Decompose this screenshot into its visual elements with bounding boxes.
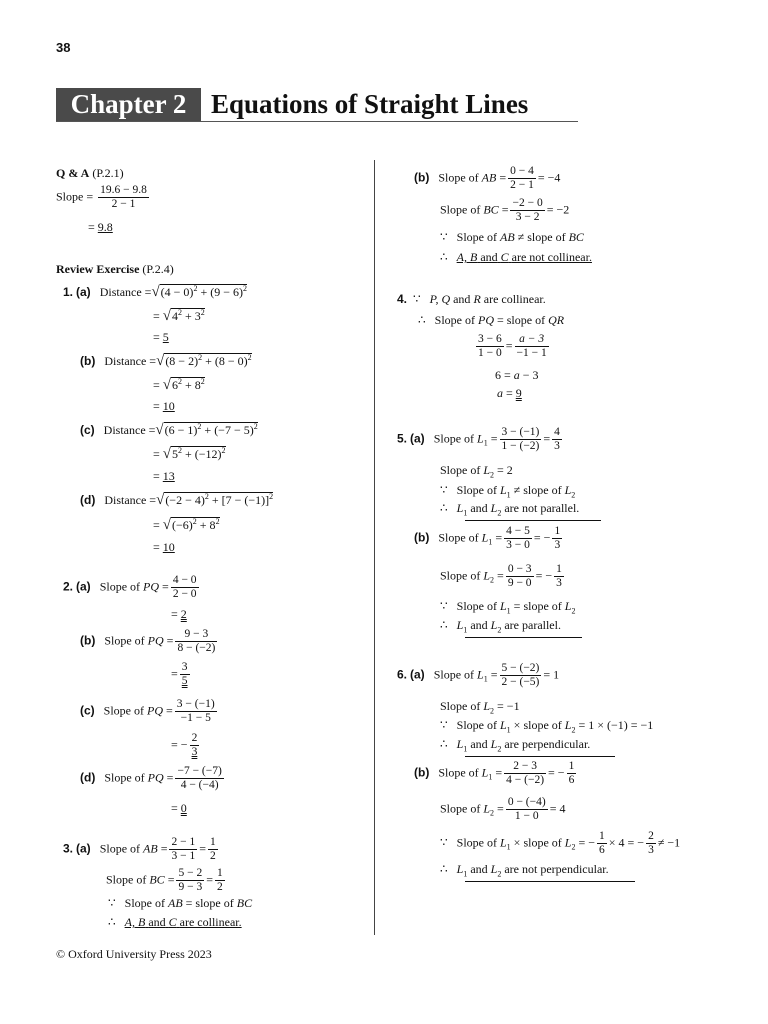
q5-b-conclusion: ∴ $L_1$ and $L_2$ are parallel. xyxy=(440,618,561,635)
q5-b: (b) Slope of $L_1$ = $\frac{4 - 5}{3 - 0}$ = − $\frac{1}{3}$ xyxy=(414,525,561,551)
q1-b: (b) Distance $=√(8 - 2)^2 + (8 - 0)^2$ xyxy=(80,353,252,369)
q4-given: 4. ∵ P, Q and R are collinear. xyxy=(397,292,546,306)
q1-a: 1. (a) Distance $=√(4 - 0)^2 + (9 - 6)^2$ xyxy=(63,284,247,300)
q4-step: 6 = a − 3 xyxy=(495,368,539,382)
q3-a-because: ∵ Slope of AB = slope of BC xyxy=(108,896,253,910)
review-heading: Review Exercise (P.2.4) xyxy=(56,262,174,276)
page-number: 38 xyxy=(56,40,71,55)
q3-b-bc: Slope of BC = $\frac{-2 - 0}{3 - 2}$ = −2 xyxy=(440,197,570,223)
q6-b-conclusion: ∴ $L_1$ and $L_2$ are not perpendicular. xyxy=(440,862,609,879)
q5-a-l2: Slope of $L_2 = 2$ xyxy=(440,463,513,480)
q6-b-l2: Slope of $L_2$ = $\frac{0 - (-4)}{1 - 0}$ = 4 xyxy=(440,796,566,822)
q1-c: (c) Distance $=√(6 - 1)^2 + (-7 - 5)^2$ xyxy=(80,422,258,438)
q5-a-underline xyxy=(465,520,601,521)
q5-a-conclusion: ∴ $L_1$ and $L_2$ are not parallel. xyxy=(440,501,580,518)
q6-b: (b) Slope of $L_1$ = $\frac{2 - 3}{4 - (-2)}$ = − $\frac{1}{6}$ xyxy=(414,760,575,786)
q5-b-because: ∵ Slope of $L_1$ = slope of $L_2$ xyxy=(440,599,576,616)
q2-b-result: = $\frac{3}{5}$ xyxy=(171,661,188,687)
q1-b-step: = $√6^2 + 8^2$ xyxy=(153,377,205,393)
column-divider xyxy=(374,160,375,935)
q5-b-underline xyxy=(465,637,582,638)
q1-d-step: = $√(-6)^2 + 8^2$ xyxy=(153,517,220,533)
q6-a: 6. (a) Slope of $L_1$ = $\frac{5 - (-2)}{2 - (-5)}$ = 1 xyxy=(397,662,560,688)
q3-a-bc: Slope of BC = $\frac{5 - 2}{9 - 3}$ = $\frac{1}{2}$ xyxy=(106,867,223,893)
q2-a-result: = 2 xyxy=(171,607,187,621)
q3-a: 3. (a) Slope of AB = $\frac{2 - 1}{3 - 1}$ = $\frac{1}{2}$ xyxy=(63,836,216,862)
qa-heading: Q & A (P.2.1) xyxy=(56,166,124,180)
copyright-footer: © Oxford University Press 2023 xyxy=(56,947,212,961)
q5-a-because: ∵ Slope of $L_1$ ≠ slope of $L_2$ xyxy=(440,483,576,500)
qa-result: = 9.8 xyxy=(88,220,113,234)
q6-a-l2: Slope of $L_2 = -1$ xyxy=(440,699,520,716)
q2-d: (d) Slope of PQ = $\frac{-7 - (-7)}{4 - (-4)}$ xyxy=(80,765,222,791)
chapter-label: Chapter 2 xyxy=(56,88,201,121)
chapter-title: Equations of Straight Lines xyxy=(211,89,529,119)
q2-a: 2. (a) Slope of PQ = $\frac{4 - 0}{2 - 0}$ xyxy=(63,574,197,600)
q5-b-l2: Slope of $L_2$ = $\frac{0 - 3}{9 - 0}$ = − $\frac{1}{3}$ xyxy=(440,563,562,589)
q1-d: (d) Distance $=√(-2 - 4)^2 + [7 - (-1)]^2$ xyxy=(80,492,274,508)
q1-a-result: = 5 xyxy=(153,330,169,344)
q4-slope: ∴ Slope of PQ = slope of QR xyxy=(418,313,565,327)
q2-c: (c) Slope of PQ = $\frac{3 - (-1)}{-1 - 5}$ xyxy=(80,698,215,724)
q6-a-conclusion: ∴ $L_1$ and $L_2$ are perpendicular. xyxy=(440,737,591,754)
chapter-rule xyxy=(56,121,578,122)
q1-a-step: = $√4^2 + 3^2$ xyxy=(153,308,205,324)
q6-b-because: ∵ Slope of $L_1$ × slope of $L_2$ = − $\frac{1}{6}$ × 4 = − $\frac{2}{3}$ ≠ −1 xyxy=(440,830,681,856)
q3-b-because: ∵ Slope of AB ≠ slope of BC xyxy=(440,230,584,244)
q6-a-underline xyxy=(465,756,615,757)
q3-b-conclusion: ∴ A, B and C are not collinear. xyxy=(440,250,592,264)
q1-b-result: = 10 xyxy=(153,399,175,413)
q4-result: a = 9 xyxy=(497,386,522,400)
q5-a: 5. (a) Slope of $L_1$ = $\frac{3 - (-1)}{1 - (-2)}$ = $\frac{4}{3}$ xyxy=(397,426,560,452)
q1-c-result: = 13 xyxy=(153,469,175,483)
q6-a-because: ∵ Slope of $L_1$ × slope of $L_2 = 1 \times (-1) = -1$ xyxy=(440,718,654,735)
q3-b: (b) Slope of AB = $\frac{0 - 4}{2 - 1}$ = −4 xyxy=(414,165,561,191)
q2-b: (b) Slope of PQ = $\frac{9 - 3}{8 - (-2)}$ xyxy=(80,628,216,654)
q2-d-result: = 0 xyxy=(171,801,187,815)
q2-c-result: = − $\frac{2}{3}$ xyxy=(171,732,198,758)
q4-equation: $\frac{3 - 6}{1 - 0}$ = $\frac{a - 3}{-1 - 1}$ xyxy=(478,333,547,359)
q1-c-step: = $√5^2 + (-12)^2$ xyxy=(153,446,226,462)
q1-d-result: = 10 xyxy=(153,540,175,554)
qa-slope: Slope = $\frac{19.6 - 9.8}{2 - 1}$ xyxy=(56,184,147,210)
q6-b-underline xyxy=(465,881,635,882)
q3-a-conclusion: ∴ A, B and C are collinear. xyxy=(108,915,242,929)
